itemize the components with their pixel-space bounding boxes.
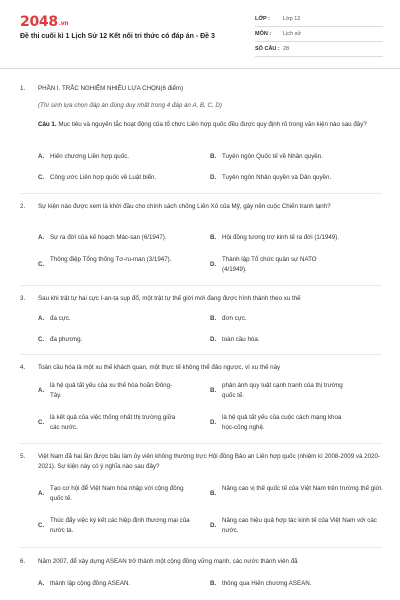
question-body: Mục tiêu và nguyên tắc hoạt động của tổ chức Liên hợp quốc đều được quy định rõ trong văn kiện nào sau đây? <box>58 121 367 128</box>
question-text <box>38 120 384 130</box>
meta-key: LỚP : <box>255 16 270 22</box>
option-text: Tạo cơ hội để Việt Nam hòa nhập với cộng đồng quốc tế. <box>50 485 184 502</box>
question-number: 6. <box>20 558 26 565</box>
question-separator <box>20 354 382 355</box>
option-text: là kết quả của việc thống nhất thị trường giữa các nước. <box>50 414 176 431</box>
site-logo[interactable] <box>20 14 68 30</box>
meta-row-class <box>255 12 383 27</box>
question-separator <box>20 547 382 548</box>
meta-value: Lịch sử <box>283 31 302 37</box>
question-number: 1. <box>20 85 26 92</box>
option-text: Hội đồng tương trợ kinh tế ra đời (1/1949). <box>222 234 340 241</box>
meta-value: Lớp 12 <box>283 16 301 22</box>
option-letter: D. <box>210 261 217 268</box>
option-text: Tuyên ngôn Nhân quyền và Dân quyền. <box>222 174 332 181</box>
meta-row-count <box>255 42 383 57</box>
option-letter: C. <box>38 174 45 181</box>
option-text: thành lập cộng đồng ASEAN. <box>50 580 131 587</box>
option-text: Nâng cao hiệu quả hợp tác kinh tế của Việt Nam với các nước. <box>222 517 377 534</box>
meta-value: 28 <box>283 46 290 52</box>
option-text: Hiến chương Liên hợp quốc. <box>50 153 129 160</box>
page-header <box>0 0 400 64</box>
meta-key: MÔN : <box>255 31 272 37</box>
option-letter: B. <box>210 580 217 587</box>
logo-suffix: .vn <box>58 20 69 27</box>
option-letter: B. <box>210 490 217 497</box>
option-letter: A. <box>38 315 45 322</box>
option-text: Thúc đẩy việc ký kết các hiệp định thương mại của nước ta. <box>50 517 190 534</box>
question-text: Toàn cầu hóa là một xu thế khách quan, một thực tế không thể đảo ngược, vì xu thế này <box>38 364 281 371</box>
option-letter: B. <box>210 387 217 394</box>
question-separator <box>20 193 382 194</box>
option-text: thông qua Hiến chương ASEAN. <box>222 580 312 587</box>
option-letter: D. <box>210 419 217 426</box>
question-text: Sự kiện nào được xem là khởi đầu cho chính sách chống Liên Xô của Mỹ, gây nên cuộc Chiến tranh lạnh? <box>38 203 331 210</box>
meta-key: SỐ CÂU : <box>255 46 280 52</box>
option-letter: B. <box>210 234 217 241</box>
option-letter: A. <box>38 153 45 160</box>
option-letter: C. <box>38 261 45 268</box>
question-text: Việt Nam đã hai lần được bầu làm ủy viên không thường trực Hội đồng Bảo an Liên hợp quốc (nhiệm kì 2008-2009 và 2020-2021). Sự kiện này có ý nghĩa nào sau đây? <box>38 453 380 470</box>
section-note: (Thí sinh lựa chọn đáp án đúng duy nhất trong 4 đáp án A, B, C, D) <box>38 102 222 109</box>
header-divider <box>0 68 400 69</box>
option-letter: C. <box>38 522 45 529</box>
option-text: đa cực. <box>50 315 71 322</box>
question-number: 3. <box>20 295 26 302</box>
option-letter: D. <box>210 336 217 343</box>
section-title <box>38 84 384 94</box>
option-text: Công ước Liên hợp quốc về Luật biển. <box>50 174 157 181</box>
option-text: phản ánh quy luật cạnh tranh của thị trường quốc tế. <box>222 382 343 399</box>
option-text: đơn cực. <box>222 315 247 322</box>
option-letter: C. <box>38 336 45 343</box>
question-text: Sau khi trật tự hai cực I-an-ta sụp đổ, một trật tự thế giới mới đang được hình thành theo xu thế <box>38 295 301 302</box>
exam-title: Đề thi cuối kì 1 Lịch Sử 12 Kết nối tri thức có đáp án - Đề 3 <box>20 33 215 40</box>
option-text: Tuyên ngôn Quốc tế về Nhân quyền. <box>222 153 323 160</box>
option-letter: C. <box>38 419 45 426</box>
question-number: 5. <box>20 453 26 460</box>
option-text: là hệ quả tất yếu của xu thế hòa hoãn Đông-Tây. <box>50 382 173 399</box>
logo-text: 2048 <box>20 14 58 30</box>
option-text: Nâng cao vị thế quốc tế của Việt Nam trên trường thế giới. <box>222 485 383 492</box>
question-number: 2. <box>20 203 26 210</box>
option-letter: A. <box>38 580 45 587</box>
option-letter: A. <box>38 490 45 497</box>
section-heading: PHẦN I. TRẮC NGHIỆM NHIỀU LỰA CHỌN(6 điểm) <box>38 85 184 92</box>
option-text: Thành lập Tổ chức quân sự NATO (4/1949). <box>222 256 317 273</box>
option-text: đa phương. <box>50 336 83 343</box>
option-text: Thông điệp Tổng thống Tơ-ru-man (3/1947). <box>50 256 172 263</box>
meta-row-subject <box>255 27 383 42</box>
option-letter: D. <box>210 174 217 181</box>
option-letter: A. <box>38 234 45 241</box>
exam-meta <box>255 12 383 57</box>
option-text: là hệ quả tất yếu của cuộc cách mạng khoa học-công nghệ. <box>222 414 342 431</box>
question-text: Năm 2007, để xây dựng ASEAN trở thành một cộng đồng vững mạnh, các nước thành viên đã <box>38 558 298 565</box>
option-letter: A. <box>38 387 45 394</box>
question-label: Câu 1. <box>38 121 57 128</box>
question-separator <box>20 285 382 286</box>
option-text: toàn cầu hóa. <box>222 336 260 343</box>
option-letter: B. <box>210 315 217 322</box>
option-text: Sự ra đời của kế hoạch Mác-san (6/1947). <box>50 234 167 241</box>
option-letter: B. <box>210 153 217 160</box>
question-number: 4. <box>20 364 26 371</box>
question-separator <box>20 443 382 444</box>
option-letter: D. <box>210 522 217 529</box>
